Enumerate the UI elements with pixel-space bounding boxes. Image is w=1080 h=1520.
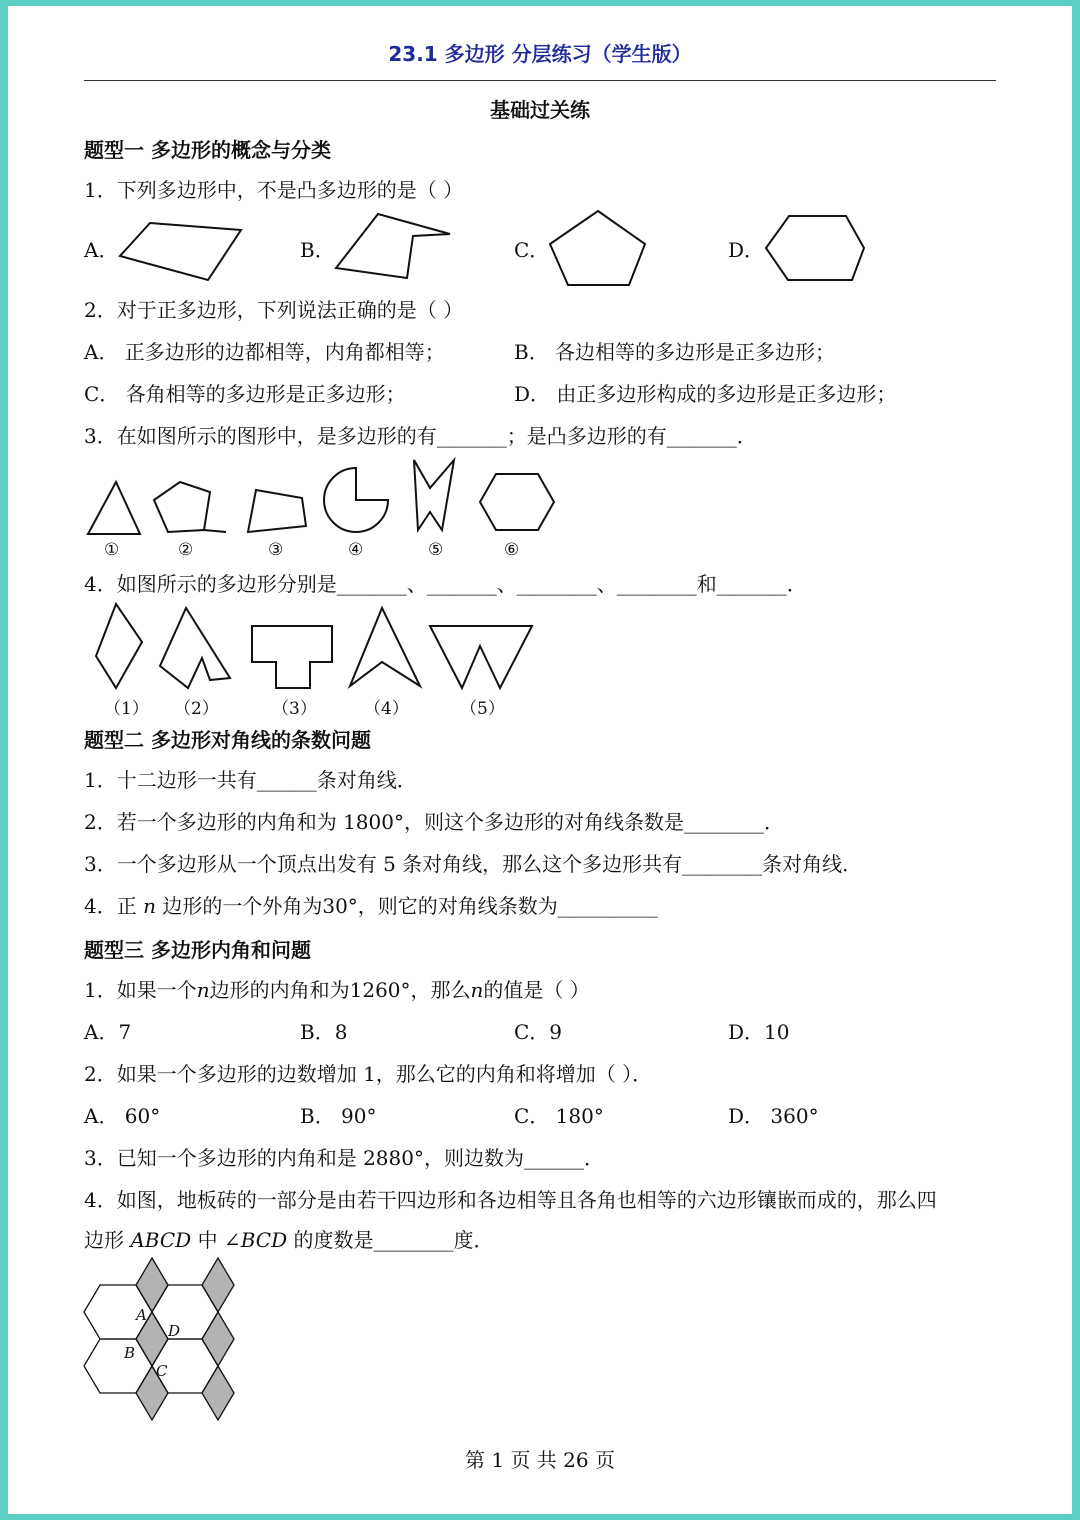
type3-q1-var2: n (470, 978, 484, 1002)
document-page (8, 6, 1072, 1514)
q4-label-1: （1） (104, 699, 149, 719)
type1-q1-option-d: D． (728, 238, 765, 262)
type1-q2-option-b: B． 各边相等的多边形是正多边形； (514, 340, 836, 364)
q3-hexagon (480, 474, 554, 530)
type1-q2-option-d: D． 由正多边形构成的多边形是正多边形； (514, 382, 897, 406)
type3-q1-pre: 1．如果一个 (84, 978, 197, 1002)
tile-rhombus (136, 1258, 168, 1312)
type1-q1-text: 1．下列多边形中，不是凸多边形的是（ ） (84, 178, 464, 202)
type3-q1 (84, 976, 590, 1004)
tiling-point-c: C (156, 1362, 168, 1380)
type1-q1-option-c: C． (514, 238, 550, 262)
type3-q1-var1: n (196, 978, 210, 1002)
q4-rhombus (96, 604, 142, 688)
tile-rhombus (202, 1312, 234, 1366)
type3-q1-option-c: C．9 (514, 1020, 563, 1044)
q4-label-4: （4） (364, 699, 409, 719)
q4-label-3: （3） (272, 699, 317, 719)
header-divider (84, 80, 996, 81)
type2-q4-post: 边形的一个外角为30°，则它的对角线条数为__________ (155, 894, 658, 918)
tile-rhombus (202, 1366, 234, 1420)
q3-label-1: ① (104, 540, 120, 560)
q3-label-4: ④ (348, 540, 364, 560)
type3-q4-line2-mid: 中 ∠ (191, 1228, 241, 1252)
type3-q1-option-b: B．8 (300, 1020, 348, 1044)
type3-q1-mid: 边形的内角和为1260°，那么 (209, 978, 471, 1002)
type3-q3: 3．已知一个多边形的内角和是 2880°，则边数为______． (84, 1146, 604, 1170)
q4-t-shape (252, 626, 332, 688)
tiling-figure (80, 1256, 260, 1436)
tiling-point-a: A (136, 1306, 147, 1324)
q3-label-5: ⑤ (428, 540, 444, 560)
type2-q4-pre: 4．正 (84, 894, 144, 918)
section-title: 基础过关练 (490, 98, 590, 122)
type2-q4 (84, 892, 658, 920)
type3-q4-line2-pre: 边形 (84, 1228, 131, 1252)
q3-figures (84, 460, 564, 540)
q3-label-3: ③ (268, 540, 284, 560)
type1-q2-option-a: A． 正多边形的边都相等，内角都相等； (84, 340, 445, 364)
type3-q2-option-a: A． 60° (84, 1104, 161, 1128)
type1-q1-option-b: B． (300, 238, 335, 262)
q3-trapezoid (248, 490, 306, 532)
type1-q4-text: 4．如图所示的多边形分别是_______、_______、________、________和_______． (84, 572, 807, 596)
type2-heading: 题型二 多边形对角线的条数问题 (84, 728, 371, 752)
tile-rhombus (202, 1258, 234, 1312)
q4-arrowhead (350, 608, 420, 686)
type3-q1-option-d: D．10 (728, 1020, 790, 1044)
parallelogram-figure (120, 216, 250, 288)
q4-arrow-pentagon (160, 608, 230, 688)
type3-heading: 题型三 多边形内角和问题 (84, 938, 311, 962)
type3-q2-option-d: D． 360° (728, 1104, 819, 1128)
pentagon-figure (548, 208, 648, 288)
type3-q2-option-c: C． 180° (514, 1104, 604, 1128)
q3-pentagon (154, 482, 210, 532)
document-title: 23.1 多边形 分层练习（学生版） (388, 42, 692, 66)
type3-q1-option-a: A．7 (84, 1020, 132, 1044)
type1-heading: 题型一 多边形的概念与分类 (84, 138, 331, 162)
q4-label-2: （2） (174, 699, 219, 719)
page-footer: 第 1 页 共 26 页 (465, 1448, 615, 1472)
q4-label-5: （5） (460, 699, 505, 719)
q3-pentagon-tail (204, 530, 226, 532)
type1-q1-option-a: A． (84, 238, 119, 262)
type3-q4-angle: BCD (240, 1228, 288, 1252)
type2-q3: 3．一个多边形从一个顶点出发有 5 条对角线，那么这个多边形共有________条对角线． (84, 852, 863, 876)
tiling-point-b: B (124, 1344, 136, 1362)
type3-q2-text: 2．如果一个多边形的边数增加 1，那么它的内角和将增加（ ）． (84, 1062, 653, 1086)
hexagon-figure (764, 214, 868, 284)
type3-q4-line2 (84, 1226, 493, 1254)
type3-q4-line2-post: 的度数是________度． (287, 1228, 494, 1252)
q3-label-6: ⑥ (504, 540, 520, 560)
type2-q4-var: n (143, 894, 156, 918)
q3-label-2: ② (178, 540, 194, 560)
type3-q4-line1: 4．如图，地板砖的一部分是由若干四边形和各边相等且各角也相等的六边形镶嵌而成的，那么四 (84, 1188, 937, 1212)
type1-q3-text: 3．在如图所示的图形中，是多边形的有_______；是凸多边形的有_______． (84, 424, 757, 448)
q3-bowtie (414, 460, 454, 530)
q4-figures (84, 602, 544, 694)
type2-q2: 2．若一个多边形的内角和为 1800°，则这个多边形的对角线条数是________． (84, 810, 784, 834)
tiling-point-d: D (168, 1322, 181, 1340)
type2-q1: 1．十二边形一共有______条对角线． (84, 768, 417, 792)
type3-q2-option-b: B． 90° (300, 1104, 377, 1128)
type3-q4-quad: ABCD (130, 1228, 192, 1252)
type3-q1-post: 的值是（ ） (483, 978, 590, 1002)
q4-w-shape (430, 626, 532, 688)
q3-triangle (88, 482, 140, 534)
q3-circle-sector (324, 468, 388, 532)
type1-q2-option-c: C． 各角相等的多边形是正多边形； (84, 382, 406, 406)
concave-quadrilateral-figure (334, 214, 464, 286)
type1-q2-text: 2．对于正多边形，下列说法正确的是（ ） (84, 298, 464, 322)
